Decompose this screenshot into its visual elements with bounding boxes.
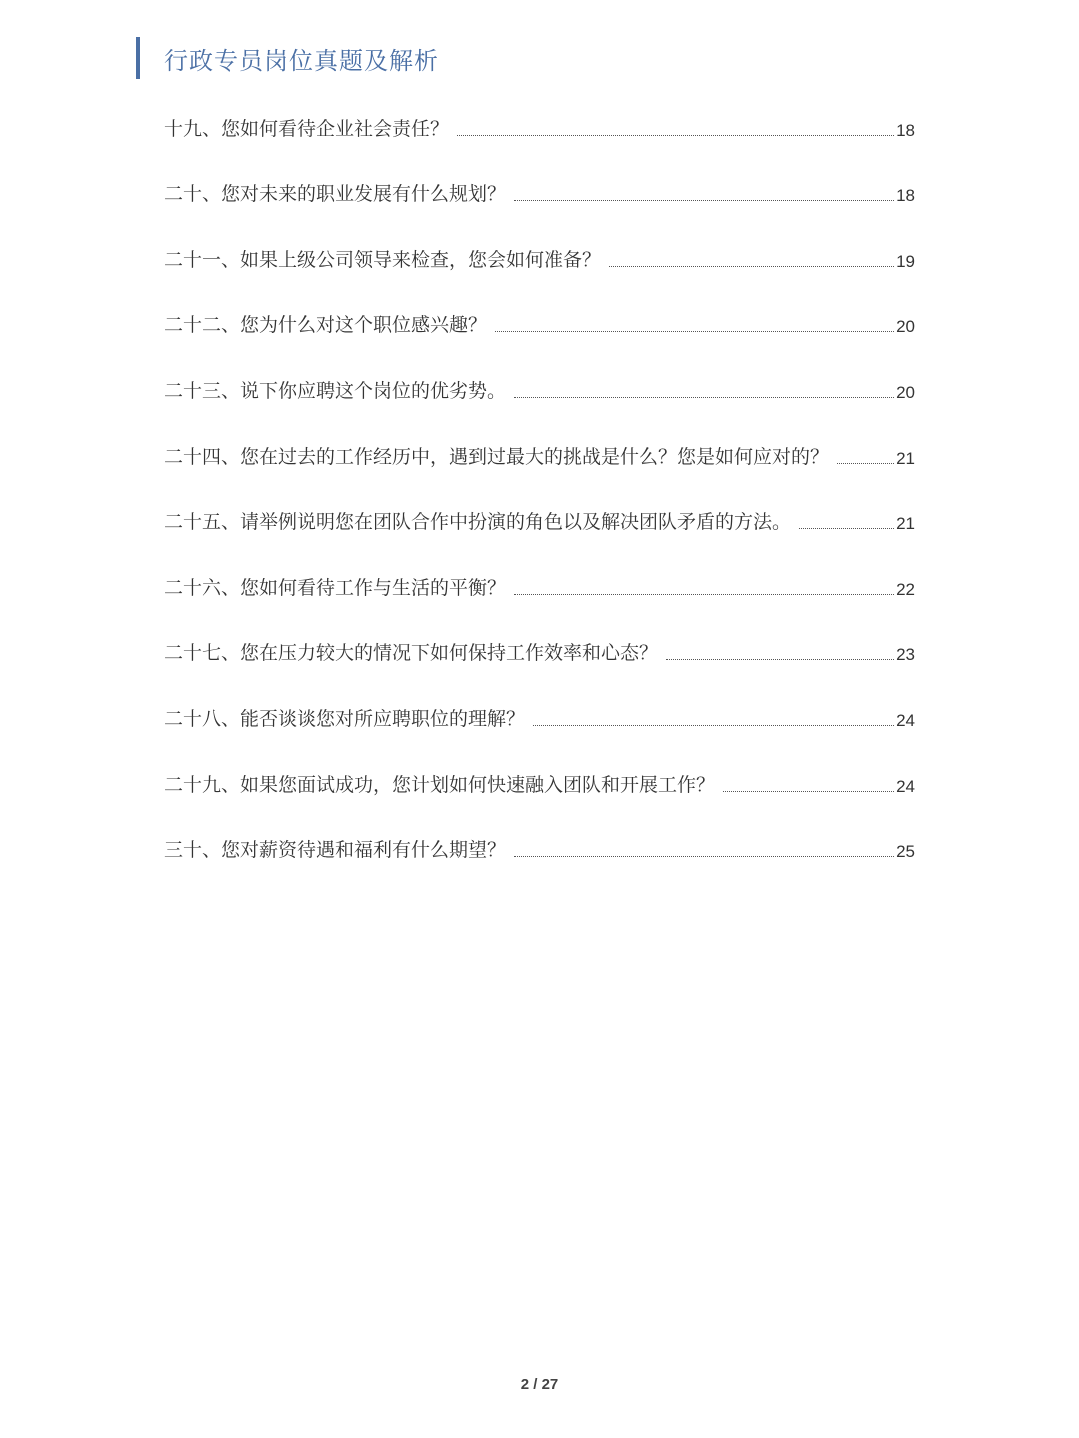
toc-leader-dots xyxy=(533,724,894,726)
page-number-indicator: 2 / 27 xyxy=(520,1376,559,1393)
toc-entry-title: 二十五、请举例说明您在团队合作中扮演的角色以及解决团队矛盾的方法。 xyxy=(164,511,792,534)
toc-leader-dots xyxy=(514,855,894,857)
toc-entry-title: 二十八、能否谈谈您对所应聘职位的理解？ xyxy=(164,707,526,730)
toc-entry-title: 二十四、您在过去的工作经历中，遇到过最大的挑战是什么？您是如何应对的？ xyxy=(164,445,830,468)
toc-leader-dots xyxy=(514,199,894,201)
toc-entry[interactable] xyxy=(164,823,915,889)
toc-entry[interactable] xyxy=(164,363,915,429)
toc-entry[interactable] xyxy=(164,167,915,233)
toc-entry-page: 18 xyxy=(896,120,915,140)
toc-entry[interactable] xyxy=(164,691,915,757)
toc-entry[interactable] xyxy=(164,495,915,561)
toc-leader-dots xyxy=(514,593,894,595)
toc-entry-title: 三十、您对薪资待遇和福利有什么期望？ xyxy=(164,839,507,862)
toc-entry[interactable] xyxy=(164,626,915,692)
table-of-contents xyxy=(164,101,915,888)
toc-entry-title: 二十六、您如何看待工作与生活的平衡？ xyxy=(164,576,507,599)
toc-entry-page: 20 xyxy=(896,382,915,402)
toc-entry[interactable] xyxy=(164,101,915,167)
toc-entry-title: 二十二、您为什么对这个职位感兴趣？ xyxy=(164,314,488,337)
toc-entry-page: 18 xyxy=(896,186,915,206)
toc-leader-dots xyxy=(799,527,894,529)
toc-leader-dots xyxy=(495,330,894,332)
toc-entry[interactable] xyxy=(164,298,915,364)
toc-entry-title: 二十七、您在压力较大的情况下如何保持工作效率和心态？ xyxy=(164,642,659,665)
toc-entry[interactable] xyxy=(164,429,915,495)
toc-entry-title: 二十三、说下你应聘这个岗位的优劣势。 xyxy=(164,379,507,402)
toc-entry-page: 25 xyxy=(896,842,915,862)
toc-entry-page: 24 xyxy=(896,776,915,796)
toc-entry-title: 二十一、如果上级公司领导来检查，您会如何准备？ xyxy=(164,248,602,271)
document-header xyxy=(136,37,439,79)
toc-entry-page: 21 xyxy=(896,514,915,534)
toc-entry[interactable] xyxy=(164,232,915,298)
toc-entry-title: 二十、您对未来的职业发展有什么规划？ xyxy=(164,183,507,206)
toc-entry-page: 21 xyxy=(896,448,915,468)
toc-leader-dots xyxy=(457,134,894,136)
document-title: 行政专员岗位真题及解析 xyxy=(164,46,439,75)
toc-leader-dots xyxy=(609,265,894,267)
toc-leader-dots xyxy=(723,790,894,792)
toc-entry-page: 22 xyxy=(896,579,915,599)
toc-entry-title: 十九、您如何看待企业社会责任？ xyxy=(164,117,450,140)
toc-entry-title: 二十九、如果您面试成功，您计划如何快速融入团队和开展工作？ xyxy=(164,773,716,796)
toc-leader-dots xyxy=(666,658,894,660)
toc-entry[interactable] xyxy=(164,560,915,626)
toc-entry-page: 24 xyxy=(896,710,915,730)
toc-entry-page: 19 xyxy=(896,251,915,271)
toc-entry[interactable] xyxy=(164,757,915,823)
toc-leader-dots xyxy=(514,396,894,398)
toc-leader-dots xyxy=(837,462,894,464)
toc-entry-page: 23 xyxy=(896,645,915,665)
toc-entry-page: 20 xyxy=(896,317,915,337)
